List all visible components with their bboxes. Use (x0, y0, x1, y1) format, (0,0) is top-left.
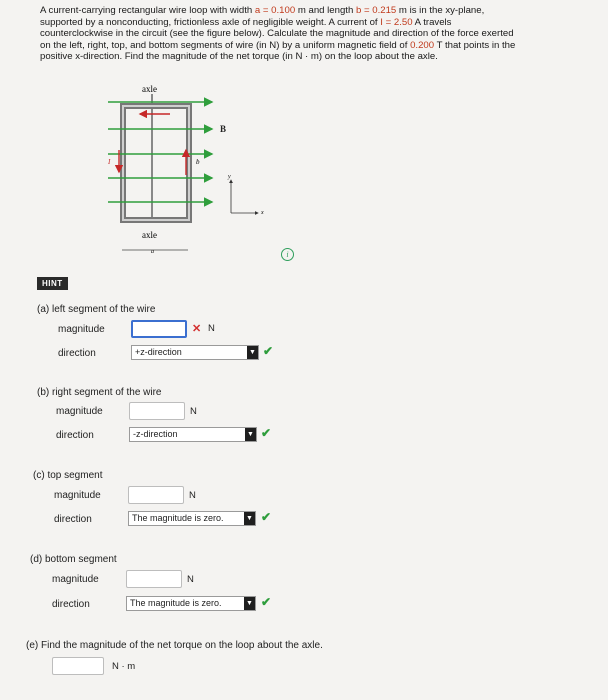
info-icon[interactable]: i (281, 248, 294, 261)
part-a-magnitude-label: magnitude (58, 324, 105, 335)
current-value: I = 2.50 (380, 16, 413, 28)
part-a-direction-label: direction (58, 348, 96, 359)
part-b-magnitude-label: magnitude (56, 406, 103, 417)
part-c-title: (c) top segment (33, 470, 103, 481)
part-c-direction-label: direction (54, 514, 92, 525)
part-e-torque-input[interactable] (52, 657, 104, 675)
correct-icon: ✔ (261, 595, 272, 609)
part-a-title: (a) left segment of the wire (37, 304, 156, 315)
part-a-unit: N (208, 323, 215, 334)
chevron-down-icon[interactable]: ▼ (244, 597, 255, 610)
part-c-magnitude-input[interactable] (128, 486, 184, 504)
problem-statement: A current-carrying rectangular wire loop with width a = 0.100 m and length b = 0.215 m is in the xy-plane, supported by a nonconducting, frictionless axle of negligible weight. A current of I = 2.50 A travels counterclockwise in the circuit (see the figure below). Calculate the magnitude and direction of the force exerted on the left, right, top, and bottom segments of wire (in N) by a uniform magnetic field of 0.200 T that points in the positive x-direction. Find the magnitude of the net torque (in N · m) on the loop about the axle. (40, 5, 516, 62)
part-a-direction-select[interactable]: +z-direction ▼ (131, 345, 259, 360)
axle-bottom-label: axle (142, 230, 157, 240)
wire-loop (123, 106, 189, 220)
part-b-direction-select[interactable]: -z-direction ▼ (129, 427, 257, 442)
part-d-magnitude-input[interactable] (126, 570, 182, 588)
axle-top-label: axle (142, 84, 157, 94)
hint-button[interactable]: HINT (37, 277, 68, 290)
correct-icon: ✔ (261, 426, 272, 440)
part-e-title: (e) Find the magnitude of the net torque on the loop about the axle. (26, 640, 323, 651)
part-d-unit: N (187, 574, 194, 585)
part-b-direction-label: direction (56, 430, 94, 441)
wire-loop-figure (100, 80, 300, 270)
chevron-down-icon[interactable]: ▼ (244, 512, 255, 525)
part-c-direction-select[interactable]: The magnitude is zero. ▼ (128, 511, 256, 526)
current-label: I (108, 158, 111, 166)
part-d-direction-label: direction (52, 599, 90, 610)
correct-icon: ✔ (261, 510, 272, 524)
field-value: 0.200 (410, 39, 435, 51)
wrong-icon: ✕ (192, 323, 202, 335)
part-e-unit: N · m (112, 661, 136, 672)
chevron-down-icon[interactable]: ▼ (245, 428, 256, 441)
part-d-title: (d) bottom segment (30, 554, 117, 565)
part-d-direction-select[interactable]: The magnitude is zero. ▼ (126, 596, 256, 611)
part-a-magnitude-input[interactable] (131, 320, 187, 338)
b-vector-label: B (220, 124, 227, 134)
x-axis-label: x (261, 210, 264, 216)
y-axis-label: y (228, 174, 231, 180)
correct-icon: ✔ (263, 344, 274, 358)
part-c-unit: N (189, 490, 196, 501)
part-b-unit: N (190, 406, 197, 417)
part-b-title: (b) right segment of the wire (37, 387, 162, 398)
chevron-down-icon[interactable]: ▼ (247, 346, 258, 359)
width-label: a (151, 249, 154, 255)
width-value: a = 0.100 (254, 5, 296, 16)
length-value: b = 0.215 (355, 5, 397, 16)
part-b-magnitude-input[interactable] (129, 402, 185, 420)
part-c-magnitude-label: magnitude (54, 490, 101, 501)
length-label: b (196, 158, 200, 166)
part-d-magnitude-label: magnitude (52, 574, 99, 585)
